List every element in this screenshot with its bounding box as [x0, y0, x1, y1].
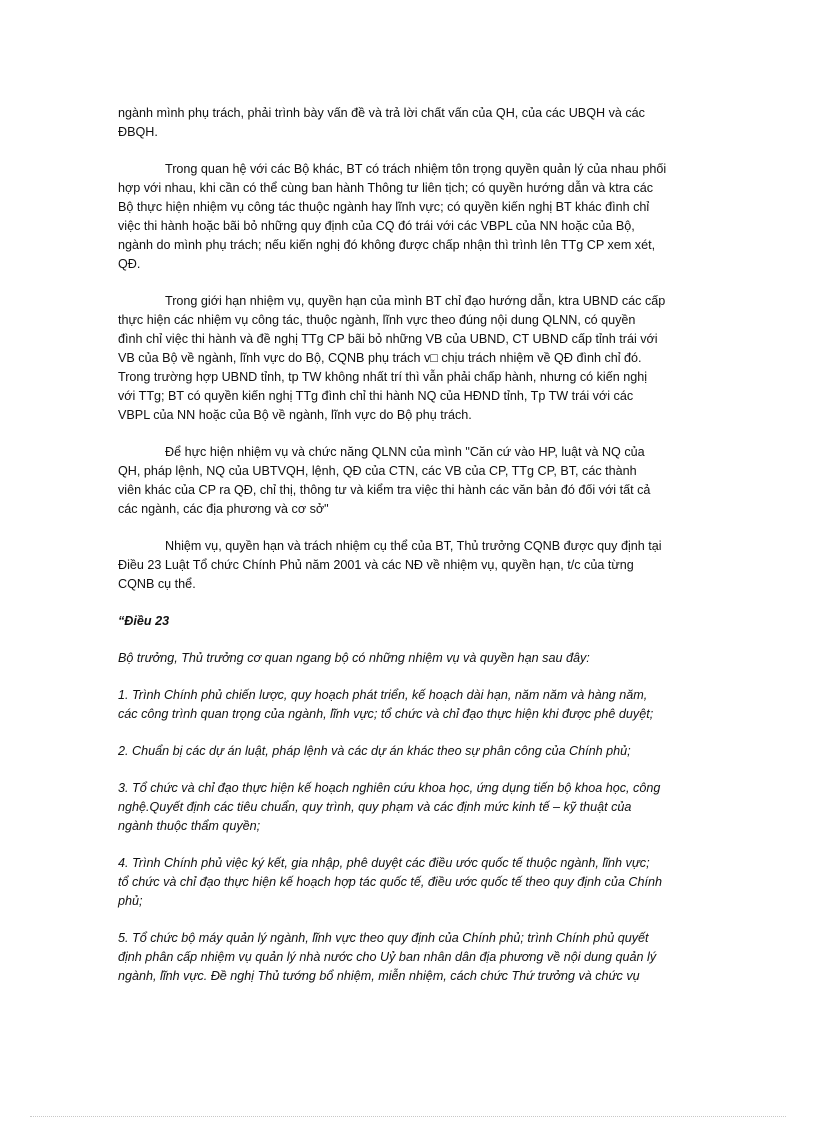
text-line: 5. Tổ chức bộ máy quản lý ngành, lĩnh vực theo quy định của Chính phủ; trình Chính phủ quyết: [118, 931, 649, 945]
article-heading: “Điều 23: [118, 614, 170, 628]
text-line: ngành thuộc thẩm quyền;: [118, 819, 261, 833]
article-intro: [118, 649, 698, 668]
article-item-5: [118, 929, 698, 986]
text-line: Trong quan hệ với các Bộ khác, BT có trách nhiệm tôn trọng quyền quản lý của nhau phối: [165, 162, 667, 176]
text-line: việc thi hành hoặc bãi bỏ những quy định của CQ đó trái với các VBPL của NN hoặc của Bộ,: [118, 219, 635, 233]
text-line: tổ chức và chỉ đạo thực hiện kế hoạch hợp tác quốc tế, điều ước quốc tế theo quy định của Chính: [118, 875, 662, 889]
paragraph-5: [118, 537, 698, 594]
text-line: các công trình quan trọng của ngành, lĩnh vực; tổ chức và chỉ đạo thực hiện khi được phê duyệt;: [118, 707, 654, 721]
text-line: viên khác của CP ra QĐ, chỉ thị, thông tư và kiểm tra việc thi hành các văn bản đó đối với tất cả: [118, 483, 651, 497]
text-line: thực hiện các nhiệm vụ công tác, thuộc ngành, lĩnh vực theo đúng nội dung QLNN, có quyền: [118, 313, 636, 327]
paragraph-3: [118, 292, 698, 425]
text-line: Bộ trưởng, Thủ trưởng cơ quan ngang bộ có những nhiệm vụ và quyền hạn sau đây:: [118, 651, 590, 665]
text-line: Nhiệm vụ, quyền hạn và trách nhiệm cụ thể của BT, Thủ trưởng CQNB được quy định tại: [165, 539, 662, 553]
text-line: 3. Tổ chức và chỉ đạo thực hiện kế hoạch nghiên cứu khoa học, ứng dụng tiến bộ khoa học, công: [118, 781, 661, 795]
text-line: Trong trường hợp UBND tỉnh, tp TW không nhất trí thì vẫn phải chấp hành, nhưng có kiến nghị: [118, 370, 648, 384]
text-line: Để hực hiện nhiệm vụ và chức năng QLNN của mình "Căn cứ vào HP, luật và NQ của: [165, 445, 645, 459]
text-line: 2. Chuẩn bị các dự án luật, pháp lệnh và các dự án khác theo sự phân công của Chính phủ;: [118, 744, 631, 758]
article-item-2: [118, 742, 698, 761]
text-line: QĐ.: [118, 257, 141, 271]
text-line: Điều 23 Luật Tổ chức Chính Phủ năm 2001 và các NĐ về nhiệm vụ, quyền hạn, t/c của từng: [118, 558, 634, 572]
paragraph-2: [118, 160, 698, 274]
article-item-4: [118, 854, 698, 911]
text-line: ngành do mình phụ trách; nếu kiến nghị đó không được chấp nhận thì trình lên TTg CP xem xét,: [118, 238, 656, 252]
text-line: nghệ.Quyết định các tiêu chuẩn, quy trình, quy phạm và các định mức kinh tế – kỹ thuật của: [118, 800, 632, 814]
paragraph-1: [118, 104, 698, 142]
text-line: đình chỉ việc thi hành và đề nghị TTg CP bãi bỏ những VB của UBND, CT UBND cấp tỉnh trái với: [118, 332, 658, 346]
text-line: ĐBQH.: [118, 125, 158, 139]
paragraph-4: [118, 443, 698, 519]
document-page: [118, 104, 698, 1004]
text-line: VB của Bộ về ngành, lĩnh vực do Bộ, CQNB phụ trách v□ chịu trách nhiệm về QĐ đình chỉ đó.: [118, 351, 642, 365]
text-line: Bộ thực hiện nhiệm vụ công tác thuộc ngành hay lĩnh vực; có quyền kiến nghị BT khác đình chỉ: [118, 200, 650, 214]
text-line: VBPL của NN hoặc của Bộ về ngành, lĩnh vực do Bộ phụ trách.: [118, 408, 472, 422]
article-item-1: [118, 686, 698, 724]
text-line: 1. Trình Chính phủ chiến lược, quy hoạch phát triển, kế hoạch dài hạn, năm năm và hàng năm,: [118, 688, 648, 702]
text-line: phủ;: [118, 894, 143, 908]
article-item-3: [118, 779, 698, 836]
text-line: CQNB cụ thể.: [118, 577, 196, 591]
page-bottom-divider: [30, 1116, 786, 1117]
text-line: QH, pháp lệnh, NQ của UBTVQH, lệnh, QĐ của CTN, các VB của CP, TTg CP, BT, các thành: [118, 464, 637, 478]
text-line: các ngành, các địa phương và cơ sở": [118, 502, 329, 516]
text-line: với TTg; BT có quyền kiến nghị TTg đình chỉ thi hành NQ của HĐND tỉnh, Tp TW trái với các: [118, 389, 634, 403]
text-line: ngành mình phụ trách, phải trình bày vấn đề và trả lời chất vấn của QH, của các UBQH và các: [118, 106, 645, 120]
text-line: hợp với nhau, khi cần có thể cùng ban hành Thông tư liên tịch; có quyền hướng dẫn và ktra các: [118, 181, 653, 195]
text-line: 4. Trình Chính phủ việc ký kết, gia nhập, phê duyệt các điều ước quốc tế thuộc ngành, lĩnh vực;: [118, 856, 650, 870]
text-line: ngành, lĩnh vực. Đề nghị Thủ tướng bổ nhiệm, miễn nhiệm, cách chức Thứ trưởng và chức vụ: [118, 969, 640, 983]
text-line: định phân cấp nhiệm vụ quản lý nhà nước cho Uỷ ban nhân dân địa phương về nội dung quản lý: [118, 950, 657, 964]
text-line: Trong giới hạn nhiệm vụ, quyền hạn của mình BT chỉ đạo hướng dẫn, ktra UBND các cấp: [165, 294, 666, 308]
